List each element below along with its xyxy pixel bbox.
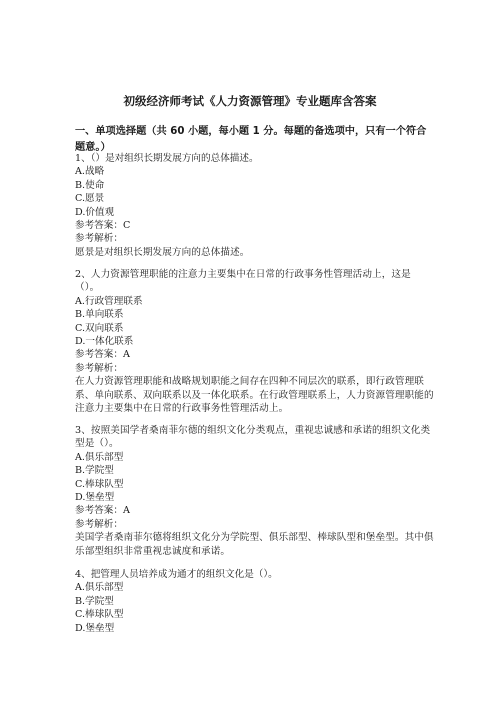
option-c: C.棒球队型 bbox=[75, 609, 124, 621]
option-d: D.堡垒型 bbox=[75, 492, 115, 504]
question-stem: 2、人力资源管理职能的注意力主要集中在日常的行政事务性管理活动上，这是（）。 bbox=[75, 269, 411, 294]
question-stem: 3、按照美国学者桑南菲尔德的组织文化分类观点，重视忠诚感和承诺的组织文化类型是（）。 bbox=[75, 425, 431, 450]
question-stem: 1、（）是对组织长期发展方向的总体描述。 bbox=[75, 153, 259, 164]
question-1 bbox=[75, 152, 435, 259]
option-c: C.愿景 bbox=[75, 193, 105, 205]
answer: 参考答案：A bbox=[75, 505, 130, 517]
option-c: C.双向联系 bbox=[75, 322, 124, 334]
option-b: B.单向联系 bbox=[75, 309, 124, 321]
question-2 bbox=[75, 268, 435, 415]
analysis-label: 参考解析： bbox=[75, 233, 123, 245]
option-d: D.堡垒型 bbox=[75, 622, 115, 634]
option-a: A.俱乐部型 bbox=[75, 582, 124, 594]
option-a: A.行政管理联系 bbox=[75, 295, 143, 307]
option-d: D.一体化联系 bbox=[75, 336, 134, 348]
question-3 bbox=[75, 424, 435, 558]
option-a: A.俱乐部型 bbox=[75, 451, 124, 463]
analysis-text: 愿景是对组织长期发展方向的总体描述。 bbox=[75, 246, 250, 258]
analysis-text: 在人力资源管理职能和战略规划职能之间存在四种不同层次的联系，即行政管理联系、单向联系、双向联系以及一体化联系。在行政管理联系上，人力资源管理职能的注意力主要集中在日常的行政事务性管理活动上。 bbox=[75, 376, 434, 415]
analysis-label: 参考解析： bbox=[75, 518, 123, 530]
answer: 参考答案：C bbox=[75, 220, 131, 232]
answer: 参考答案：A bbox=[75, 349, 130, 361]
question-4 bbox=[75, 568, 435, 635]
option-a: A.战略 bbox=[75, 166, 105, 178]
page-title: 初级经济师考试《人力资源管理》专业题库含答案 bbox=[123, 94, 377, 108]
option-b: B.学院型 bbox=[75, 465, 114, 477]
section-heading: 一、单项选择题（共 60 小题，每小题 1 分。每题的备选项中，只有一个符合题意。） bbox=[75, 126, 427, 153]
analysis-text: 美国学者桑南菲尔德将组织文化分为学院型、俱乐部型、棒球队型和堡垒型。其中俱乐部型组织非常重视忠诚度和承诺。 bbox=[75, 532, 434, 557]
option-d: D.价值观 bbox=[75, 206, 115, 218]
analysis-label: 参考解析： bbox=[75, 362, 123, 374]
option-b: B.使命 bbox=[75, 179, 105, 191]
option-c: C.棒球队型 bbox=[75, 478, 124, 490]
question-stem: 4、把管理人员培养成为通才的组织文化是（）。 bbox=[75, 569, 278, 580]
option-b: B.学院型 bbox=[75, 595, 114, 607]
